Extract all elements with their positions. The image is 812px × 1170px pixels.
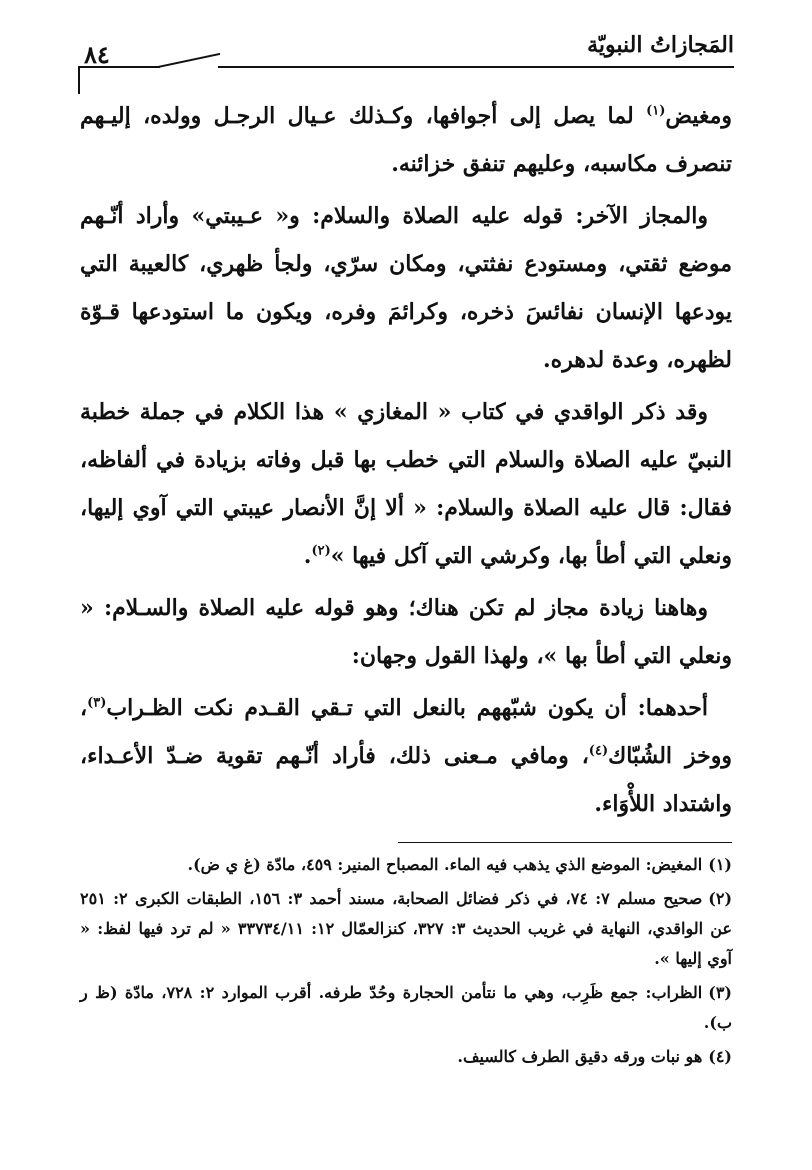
footnote-ref-2: (٢) [311,543,331,559]
paragraph-1: ومغيض$^{(١)}$ لما يصل إلى أجوافها، وكـذلك عـيال الرجـل وولده، إليـهم تنصرف مكاسبه، وعليهم تنفق خزائنه. [80,103,732,177]
section-lead: والمجاز الآخر: [575,203,708,229]
paragraph-4: وهاهنا زيادة مجاز لم تكن هناك؛ وهو قوله عليه الصلاة والسـلام: « ونعلي التي أطأ بها »، ولهذا القول وجهان: [80,595,732,669]
header-rule [218,66,734,68]
paragraph-2: والمجاز الآخر: قوله عليه الصلاة والسلام: و« عـيبتي» وأراد أنّـهم موضع ثقتي، ومستودع نفثتي، ومكان سرّي، ولجأ ظهري، كالعيبة التي يودعها الإنسان نفائسَ ذخره، وكرائمَ وفره، ويكون ما استودعها قـوّة لظهره، وعدة لدهره. [80,203,732,373]
page-number-frame [78,66,160,94]
paragraph-5: أحدهما: أن يكون شبّههم بالنعل التي تـقي القـدم نكت الظـراب$^{(٣)}$، ووخز الشُبّاك$^{(٤)}$، ومافي مـعنى ذلك، فأراد أنّـهم تقوية ضـدّ الأعـداء، واشتداد اللأْوَاء. [80,695,732,817]
footnote-3: (٣)الظراب: جمع ظَرِب، وهي ما نتأمن الحجارة وحُدّ طرفه. أقرب الموارد ٢: ٧٢٨، مادّة (ظ ر ب). [80,983,732,1032]
running-header [78,28,734,76]
footnote-ref-1: (١) [646,103,666,119]
footnote-ref-4: (٤) [588,743,609,759]
page-number: ٨٤ [84,40,110,69]
footnote-1: (١)المغيض: الموضع الذي يذهب فيه الماء. المصباح المنير: ٤٥٩، مادّة (غ ي ض). [187,855,732,874]
footnote-separator [398,842,732,843]
footnotes [80,850,732,1076]
footnote-ref-3: (٣) [87,695,107,711]
paragraph-3: وقد ذكر الواقدي في كتاب « المغازي » هذا الكلام في جملة خطبة النبيّ عليه الصلاة والسلام التي خطب بها قبل وفاته بزيادة في ألفاظه، فقال: قال عليه الصلاة والسلام: « ألا إنَّ الأنصار عيبتي التي آوي إليها، ونعلي التي أطأ بها، وكرشي التي آكل فيها »$^{(٢)}$. [80,399,732,569]
main-text [80,92,732,832]
footnote-4: (٤)هو نبات ورقه دقيق الطرف كالسيف. [457,1047,732,1066]
header-rule-slant [158,53,220,68]
footnote-2: (٢)صحيح مسلم ٧: ٧٤، في ذكر فضائل الصحابة، مسند أحمد ٣: ١٥٦، الطبقات الكبرى ٢: ٢٥١ عن الواقدي، النهاية في غريب الحديث ٣: ٣٢٧، كنزالعمّال ١٢: ٣٣٧٣٤/١١ « لم ترد فيها لفظ: « آوي إليها ». [80,889,733,968]
section-lead: أحدهما: [637,695,708,721]
book-title: المَجازاتُ النبويّة [587,32,734,58]
